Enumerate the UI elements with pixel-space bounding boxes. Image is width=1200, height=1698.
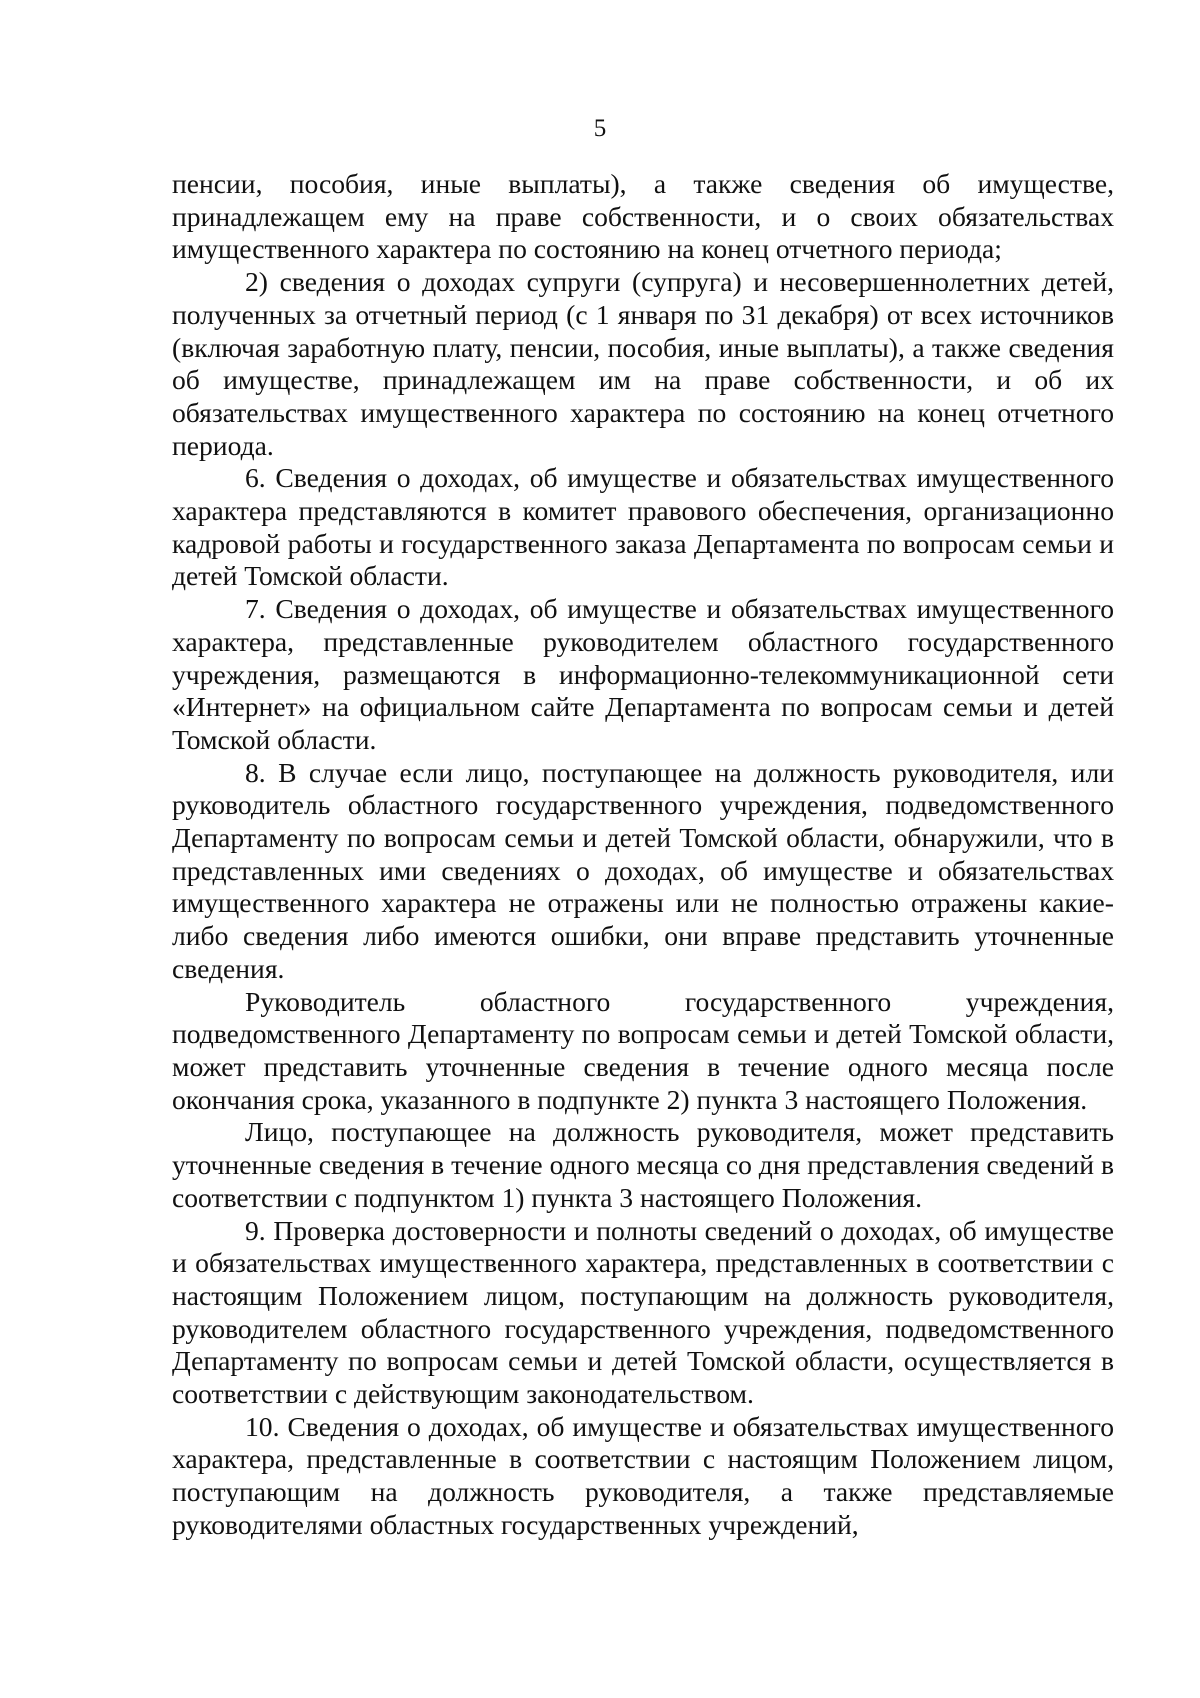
paragraph-item-9: 9. Проверка достоверности и полноты сведений о доходах, об имуществе и обязательствах имущественного характера, представленных в соответствии с настоящим Положением лицом, поступающим на должность руководителя, руководителем областного государственного учреждения, подведомственного Департаменту по вопросам семьи и детей Томской области, осуществляется в соответствии с действующим законодательством.: [172, 1214, 1114, 1410]
paragraph-item-8: 8. В случае если лицо, поступающее на должность руководителя, или руководитель областного государственного учреждения, подведомственного Департаменту по вопросам семьи и детей Томской области, обнаружили, что в представленных ими сведениях о доходах, об имуществе и обязательствах имущественного характера не отражены или не полностью отражены какие-либо сведения либо имеются ошибки, они вправе представить уточненные сведения.: [172, 756, 1114, 984]
paragraph-item-7: 7. Сведения о доходах, об имуществе и обязательствах имущественного характера, представленные руководителем областного государственного учреждения, размещаются в информационно-телекоммуникационной сети «Интернет» на официальном сайте Департамента по вопросам семьи и детей Томской области.: [172, 593, 1114, 755]
document-body: [172, 168, 1114, 1542]
paragraph-item-10: 10. Сведения о доходах, об имуществе и обязательствах имущественного характера, представленные в соответствии с настоящим Положением лицом, поступающим на должность руководителя, а также представляемые руководителями областных государственных учреждений,: [172, 1410, 1114, 1540]
paragraph-item-8-head: Руководитель областного государственного учреждения, подведомственного Департаменту по вопросам семьи и детей Томской области, может представить уточненные сведения в течение одного месяца после окончания срока, указанного в подпункте 2) пункта 3 настоящего Положения.: [172, 985, 1114, 1115]
paragraph-subitem-2: 2) сведения о доходах супруги (супруга) и несовершеннолетних детей, полученных за отчетный период (с 1 января по 31 декабря) от всех источников (включая заработную плату, пенсии, пособия, иные выплаты), а также сведения об имуществе, принадлежащем им на праве собственности, и об их обязательствах имущественного характера по состоянию на конец отчетного периода.: [172, 266, 1114, 461]
paragraph-continuation: пенсии, пособия, иные выплаты), а также сведения об имуществе, принадлежащем ему на праве собственности, и о своих обязательствах имущественного характера по состоянию на конец отчетного периода;: [172, 168, 1114, 265]
paragraph-item-6: 6. Сведения о доходах, об имуществе и обязательствах имущественного характера представляются в комитет правового обеспечения, организационно кадровой работы и государственного заказа Департамента по вопросам семьи и детей Томской области.: [172, 462, 1114, 592]
paragraph-item-8-applicant: Лицо, поступающее на должность руководителя, может представить уточненные сведения в течение одного месяца со дня представления сведений в соответствии с подпунктом 1) пункта 3 настоящего Положения.: [172, 1116, 1114, 1213]
page-number: 5: [593, 115, 607, 142]
